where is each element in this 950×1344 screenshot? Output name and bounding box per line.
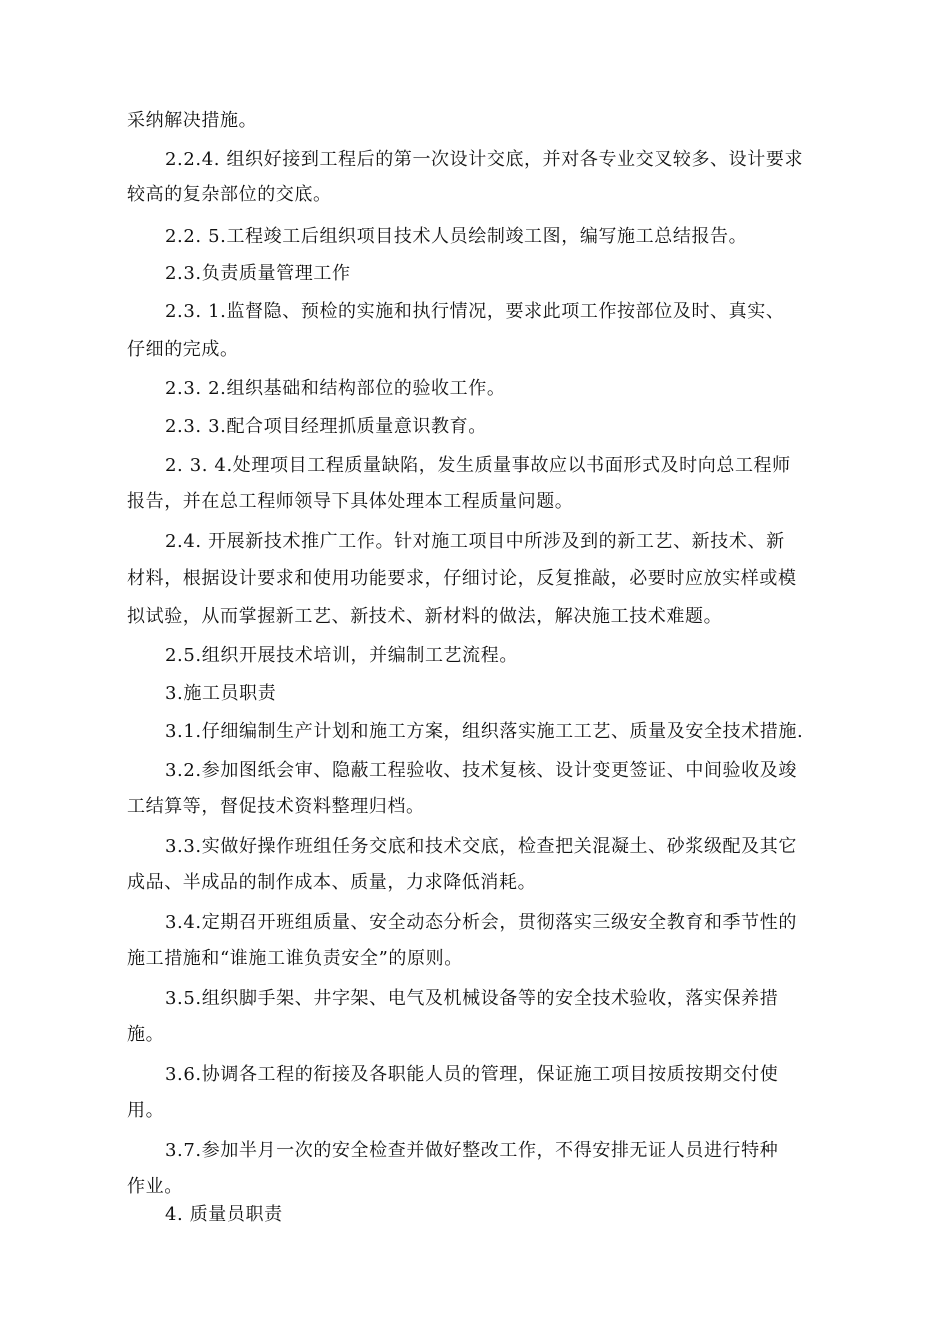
text-line-25: 施。 [127, 1024, 165, 1045]
text-line-12: 2.4. 开展新技术推广工作。针对施工项目中所涉及到的新工艺、新技术、新 [165, 531, 785, 552]
text-line-4: 2.2. 5.工程竣工后组织项目技术人员绘制竣工图，编写施工总结报告。 [165, 226, 748, 247]
text-line-1: 采纳解决措施。 [127, 110, 258, 131]
text-line-23: 施工措施和“谁施工谁负责安全”的原则。 [127, 948, 463, 969]
text-line-28: 3.7.参加半月一次的安全检查并做好整改工作，不得安排无证人员进行特种 [165, 1140, 779, 1161]
text-line-17: 3.1.仔细编制生产计划和施工方案，组织落实施工工艺、质量及安全技术措施. [165, 721, 804, 742]
text-line-11: 报告，并在总工程师领导下具体处理本工程质量问题。 [127, 491, 574, 512]
text-line-13: 材料，根据设计要求和使用功能要求，仔细讨论，反复推敲，必要时应放实样或模 [127, 568, 797, 589]
text-line-14: 拟试验，从而掌握新工艺、新技术、新材料的做法，解决施工技术难题。 [127, 606, 723, 627]
text-line-10: 2. 3. 4.处理项目工程质量缺陷，发生质量事故应以书面形式及时向总工程师 [165, 455, 791, 476]
text-line-29: 作业。 [127, 1176, 183, 1197]
text-line-6: 2.3. 1.监督隐、预检的实施和执行情况，要求此项工作按部位及时、真实、 [165, 301, 785, 322]
text-line-19: 工结算等，督促技术资料整理归档。 [127, 796, 425, 817]
section-heading-3: 3.施工员职责 [165, 683, 277, 704]
text-line-2: 2.2.4. 组织好接到工程后的第一次设计交底，并对各专业交叉较多、设计要求 [165, 149, 804, 170]
section-heading-2-3: 2.3.负责质量管理工作 [165, 263, 351, 284]
text-line-15: 2.5.组织开展技术培训，并编制工艺流程。 [165, 645, 518, 666]
section-heading-4: 4. 质量员职责 [165, 1204, 283, 1225]
text-line-27: 用。 [127, 1100, 165, 1121]
text-line-20: 3.3.实做好操作班组任务交底和技术交底，检查把关混凝土、砂浆级配及其它 [165, 836, 797, 857]
text-line-18: 3.2.参加图纸会审、隐蔽工程验收、技术复核、设计变更签证、中间验收及竣 [165, 760, 797, 781]
text-line-7: 仔细的完成。 [127, 339, 239, 360]
text-line-8: 2.3. 2.组织基础和结构部位的验收工作。 [165, 378, 506, 399]
text-line-9: 2.3. 3.配合项目经理抓质量意识教育。 [165, 416, 487, 437]
text-line-24: 3.5.组织脚手架、井字架、电气及机械设备等的安全技术验收，落实保养措 [165, 988, 779, 1009]
text-line-22: 3.4.定期召开班组质量、安全动态分析会，贯彻落实三级安全教育和季节性的 [165, 912, 797, 933]
text-line-21: 成品、半成品的制作成本、质量，力求降低消耗。 [127, 872, 537, 893]
text-line-3: 较高的复杂部位的交底。 [127, 184, 332, 205]
text-line-26: 3.6.协调各工程的衔接及各职能人员的管理，保证施工项目按质按期交付使 [165, 1064, 779, 1085]
